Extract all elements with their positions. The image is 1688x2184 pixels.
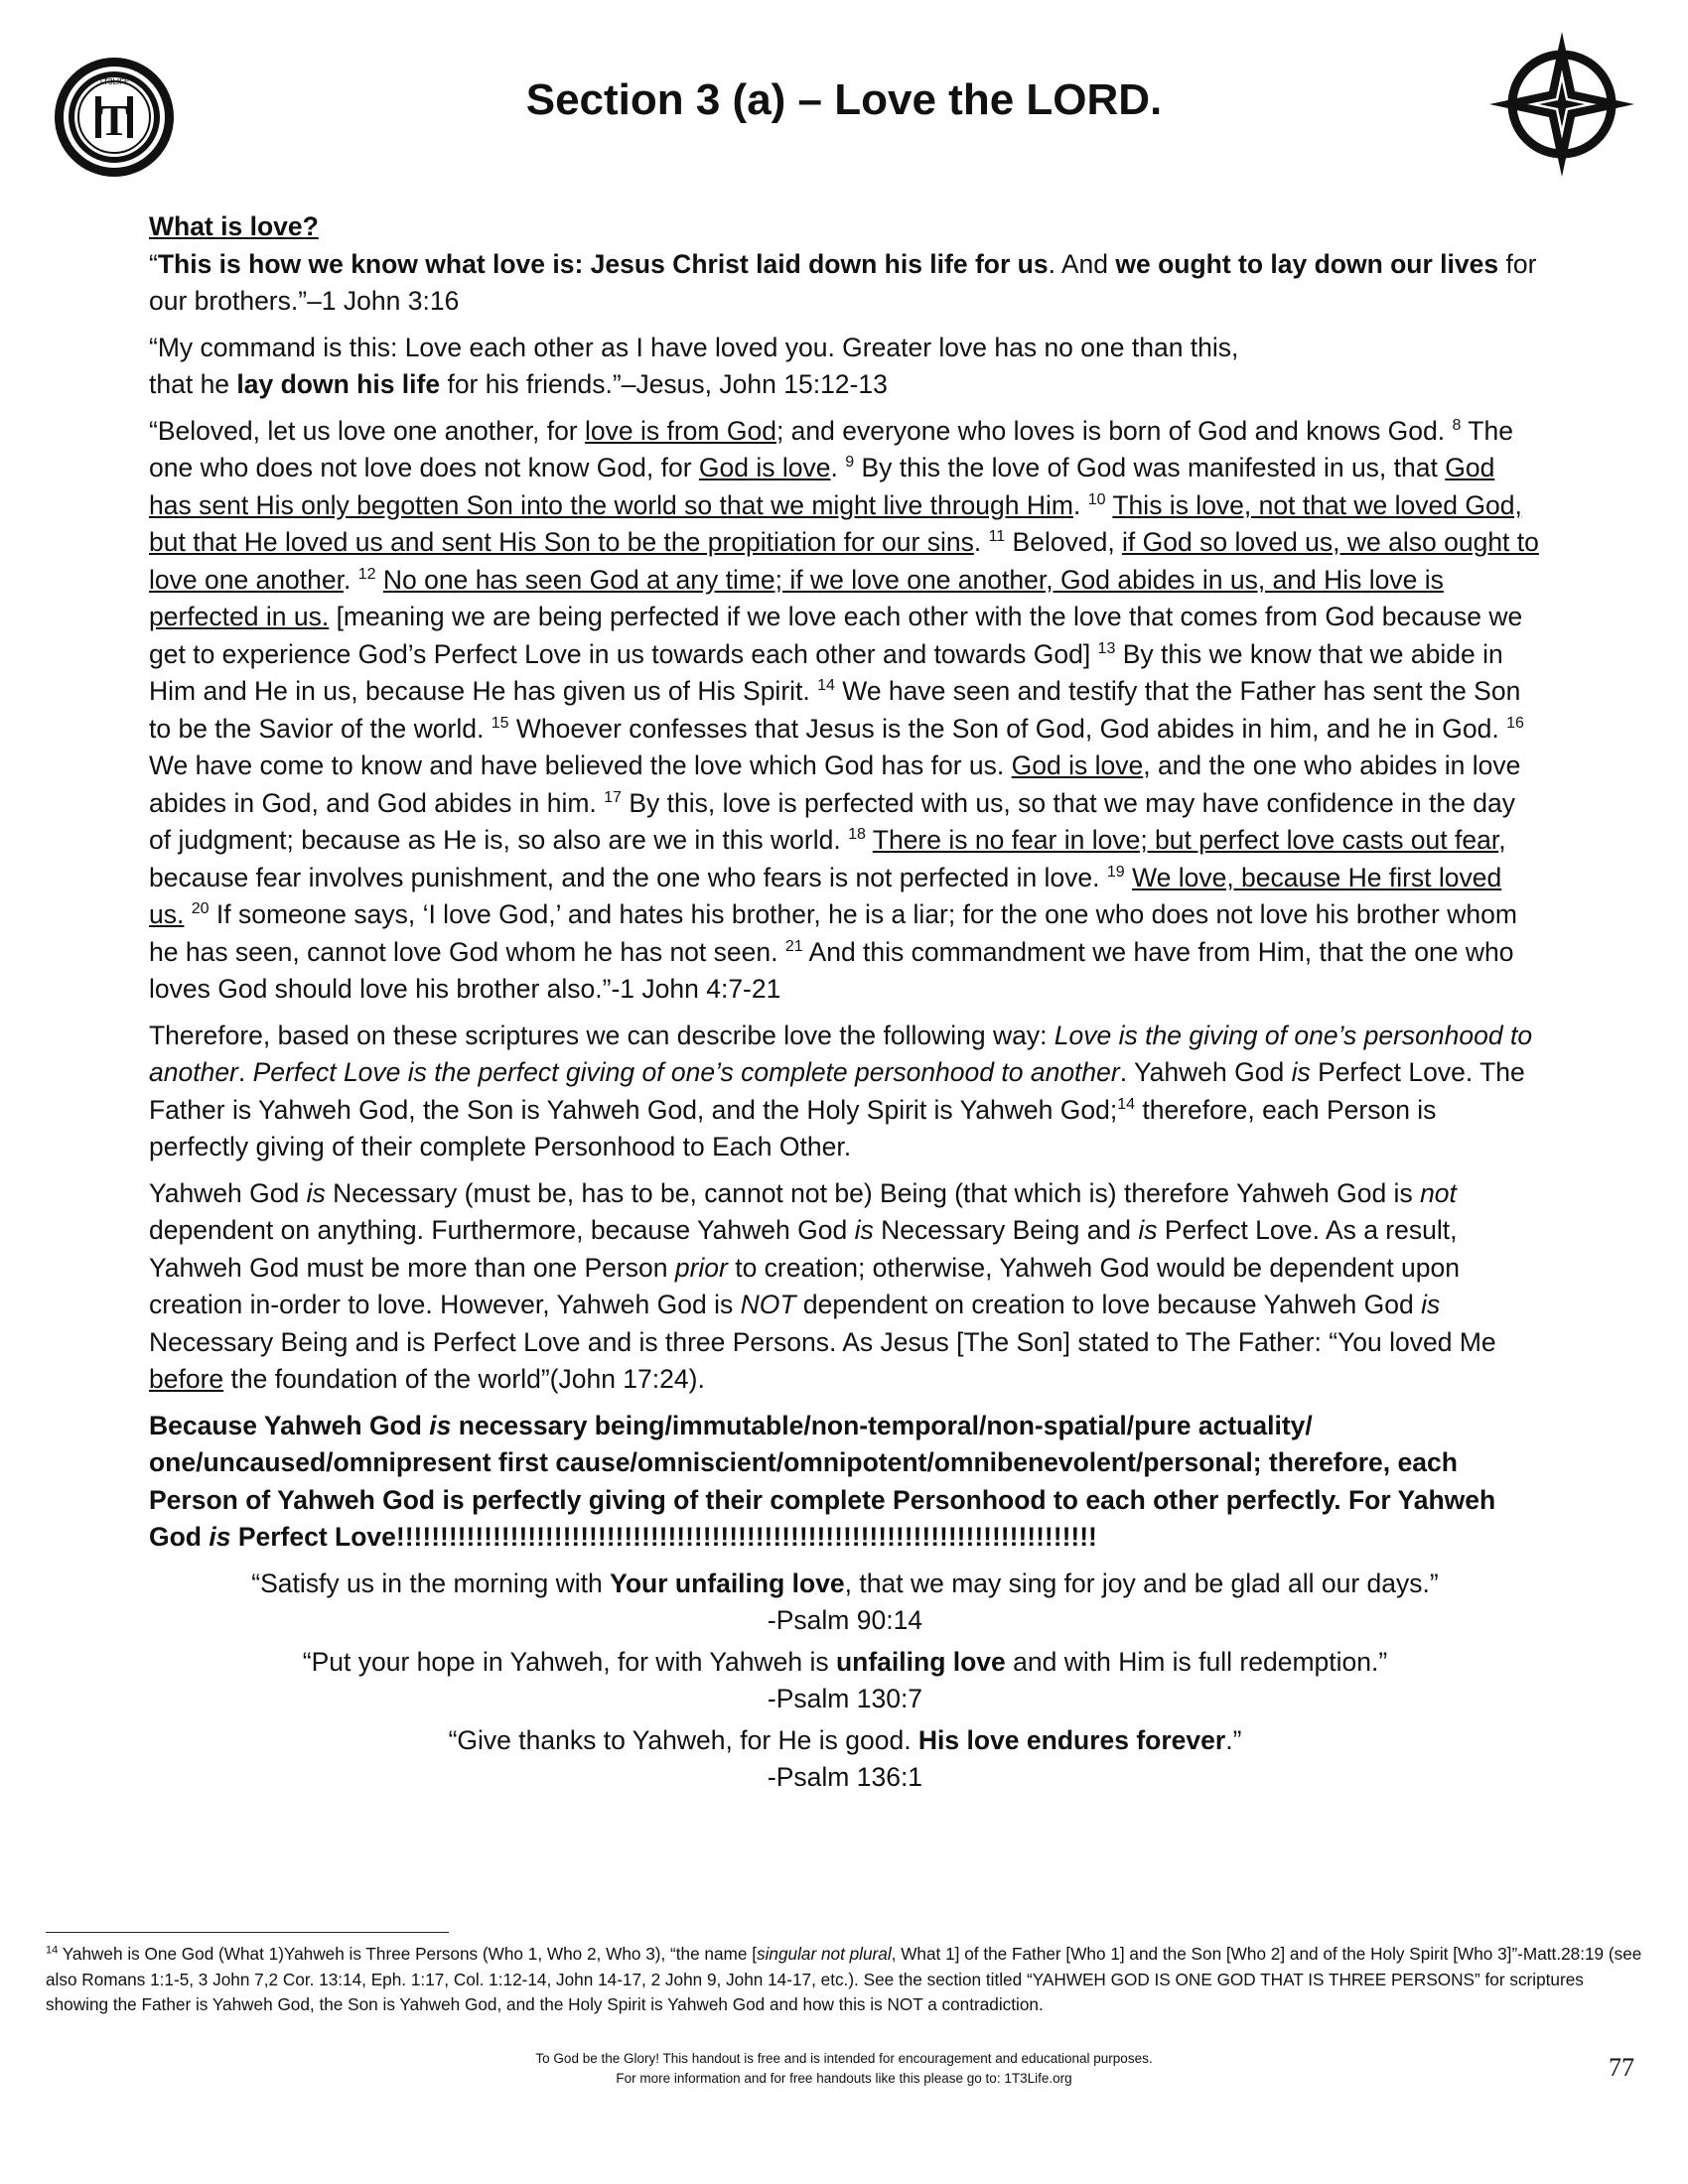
quote-psalm-136: “Give thanks to Yahweh, for He is good. His love endures forever.” (448, 1724, 1242, 1755)
main-content (149, 208, 1541, 1797)
paragraph-necessary-being: Yahweh God is Necessary (must be, has to be, cannot not be) Being (that which is) therefore Yahweh God is not dependent on anything. Furthermore, because Yahweh God is Necessary Being and is Perfect Love. As a result, Yahweh God must be more than one Person prior to creation; otherwise, Yahweh God would be dependent upon creation in-order to love. However, Yahweh God is NOT dependent on creation to love because Yahweh God is Necessary Being and is Perfect Love and is three Persons. As Jesus [The Son] stated to The Father: “You loved Me before the foundation of the world”(John 17:24). (149, 1177, 1496, 1394)
page-title: Section 3 (a) – Love the LORD. (525, 75, 1163, 124)
quote-ref: -Psalm 90:14 (767, 1605, 923, 1635)
footer-line: To God be the Glory! This handout is free and is intended for encouragement and educational purposes. (535, 2051, 1153, 2066)
footer-line: For more information and for free handouts like this please go to: 1T3Life.org (616, 2071, 1072, 2086)
paragraph-1john-3-16: “This is how we know what love is: Jesus Christ laid down his life for us. And we ought to lay down our lives for our brothers.”–1 John 3:16 (149, 248, 1537, 316)
footnote-divider (46, 1932, 449, 1933)
paragraph-john-15: “My command is this: Love each other as I have loved you. Greater love has no one than this, that he lay down his life for his friends.”–Jesus, John 15:12-13 (149, 332, 1239, 399)
page-number: 77 (1609, 2053, 1634, 2082)
quote-psalm-90: “Satisfy us in the morning with Your unfailing love, that we may sing for joy and be glad all our days.” (251, 1568, 1439, 1598)
paragraph-1john-4: “Beloved, let us love one another, for love is from God; and everyone who loves is born of God and knows God. $^8$ The one who does not love does not know God, for God is love. $^9$ By this the love of God was manifested in us, that God has sent His only begotten Son into the world so that we might live through Him. $^{10}$ This is love, not that we loved God, but that He loved us and sent His Son to be the propitiation for our sins. $^{11}$ Beloved, if God so loved us, we also ought to love one another. $^{12}$ No one has seen God at any time; if we love one another, God abides in us, and His love is perfected in us. [meaning we are being perfected if we love each other with the love that comes from God because we get to experience God’s Perfect Love in us towards each other and towards God] $^{13}$ By this we know that we abide in Him and He in us, because He has given us of His Spirit. $^{14}$ We have seen and testify that the Father has sent the Son to be the Savior of the world. $^{15}$ Whoever confesses that Jesus is the Son of God, God abides in him, and he in God. $^{16}$ We have come to know and have believed the love which God has for us. God is love, and the one who abides in love abides in God, and God abides in him. $^{17}$ By this, love is perfected with us, so that we may have confidence in the day of judgment; because as He is, so also are we in this world. $^{18}$ There is no fear in love; but perfect love casts out fear, because fear involves punishment, and the one who fears is not perfected in love. $^{19}$ We love, because He first loved us. $^{20}$ If someone says, ‘I love God,’ and hates his brother, he is a liar; for the one who does not love his brother whom he has seen, cannot love God whom he has not seen. $^{21}$ And this commandment we have from Him, that the one who loves God should love his brother also.”-1 John 4:7-21 (149, 415, 1539, 1004)
compass-rose-icon (1487, 30, 1636, 179)
quote-ref: -Psalm 130:7 (767, 1684, 923, 1713)
logo-letter: T (99, 96, 129, 145)
footnote-ref: 14 (1117, 1095, 1135, 1113)
page-footer (348, 2049, 1340, 2089)
section-heading: What is love? (149, 211, 319, 241)
quote-psalm-130: “Put your hope in Yahweh, for with Yahweh is unfailing love and with Him is full redemption.” (302, 1646, 1388, 1677)
logo-ring-text: 1T3LIFE (98, 77, 130, 86)
paragraph-attributes: Because Yahweh God is necessary being/immutable/non-temporal/non-spatial/pure actuality/ one/uncaused/omnipresent first cause/omniscient/omnipotent/omnibenevolent/personal; therefore, each Person of Yahweh God is perfectly giving of their complete Personhood to each other perfectly. For Yahweh God is Perfect Love!!!!!!!!!!!!!!!!!!!!!!!!!!!!!!!!!!!!!!!!!!!!!!!!!!!!!!!!!!!!!!!!!!!!!!!!!!!!!!!! (149, 1410, 1496, 1552)
quote-ref: -Psalm 136:1 (767, 1762, 923, 1792)
paragraph-definition: Therefore, based on these scriptures we can describe love the following way: Love is the giving of one’s personhood to another. Perfect Love is the perfect giving of one’s complete personhood to another. Yahweh God is Perfect Love. The Father is Yahweh God, the Son is Yahweh God, and the Holy Spirit is Yahweh God;$^{14}$ therefore, each Person is perfectly giving of their complete Personhood to Each Other. (149, 1020, 1533, 1161)
footnote: $^{14}$ Yahweh is One God (What 1)Yahweh is Three Persons (Who 1, Who 2, Who 3), “the name [singular not plural, What 1] of the Father [Who 1] and the Son [Who 2] and of the Holy Spirit [Who 3]”-Matt.28:19 (see also Romans 1:1-5, 3 John 7,2 Cor. 13:14, Eph. 1:17, Col. 1:12-14, John 14-17, 2 John 9, John 14-17, etc.). See the section titled “YAHWEH GOD IS ONE GOD THAT IS THREE PERSONS” for scriptures showing the Father is Yahweh God, the Son is Yahweh God, and the Holy Spirit is Yahweh God and how this is NOT a contradiction. (46, 1944, 1642, 2014)
